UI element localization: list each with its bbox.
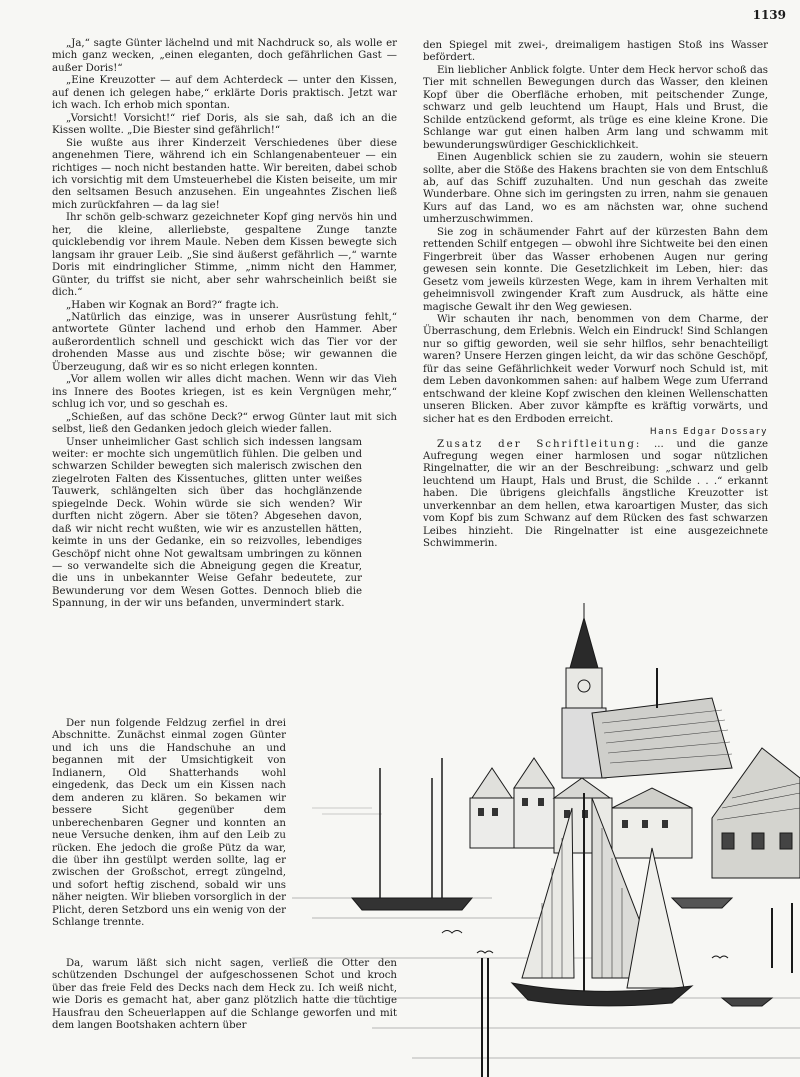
paragraph: Sie wußte aus ihrer Kinderzeit Verschiedenes über diese angenehmen Tiere, während ich ein Schlangenabenteuer — ein richtiges — noch nicht bestanden hatte. Wir bereiten, dabei schob ich vorsichtig mit dem Umsteuerhebel die Kisten beiseite, um mir den seltsamen Besuch anzusehen. Ein ungeahntes Zischen ließ mich zurückfahren — da lag sie! [52, 137, 397, 211]
paragraph: „Vor allem wollen wir alles dicht machen. Wenn wir das Vieh ins Innere des Bootes kriegen, ist es kein Vergnügen mehr,“ schlug ich vor, und so geschah es. [52, 374, 397, 411]
page-number: 1139 [752, 8, 786, 22]
editorial-note-label: Zusatz der Schriftleitung: [437, 438, 642, 450]
author-signature-line [423, 426, 768, 438]
paragraph: Einen Augenblick schien sie zu zaudern, wohin sie steuern sollte, aber die Stöße des Hakens brachten sie von dem Entschluß ab, auf das Schiff zuzuhalten. Und nun geschah das zweite Wunderbare. Ohne sich im geringsten zu irren, nahm sie genauen Kurs auf das Land, wo es am nächsten war, ohne suchend umherzuschwimmen. [423, 152, 768, 226]
left-narrow-column [52, 718, 286, 930]
schooner-left [352, 758, 472, 910]
paragraph: „Eine Kreuzotter — auf dem Achterdeck — unter den Kissen, auf denen ich gelegen habe,“ erklärte Doris praktisch. Jetzt war ich wach. Ich erhob mich spontan. [52, 75, 397, 112]
left-column [52, 38, 397, 611]
right-column [423, 40, 768, 551]
paragraph: „Vorsicht! Vorsicht!“ rief Doris, als sie sah, daß ich an die Kissen wollte. „Die Biester sind gefährlich!“ [52, 112, 397, 137]
editorial-note [423, 439, 768, 551]
paragraph: Ihr schön gelb-schwarz gezeichneter Kopf ging nervös hin und her, die kleine, allerliebste, gespaltene Zunge tanzte quicklebendig vor ihrem Maule. Neben dem Kissen bewegte sich langsam ihr grauer Leib. „Sie sind äußerst gefährlich —,“ warnte Doris mit eindringlicher Stimme, „nimm nicht den Hammer, Günter, du triffst sie nicht, aber sehr wahrscheinlich beißt sie dich.“ [52, 212, 397, 299]
paragraph-wrapping-illustration: Unser unheimlicher Gast schlich sich indessen langsam weiter: er mochte sich ungemütlich fühlen. Die gelben und schwarzen Schilder bewegten sich malerisch zwischen den ziegelroten Falten des Kissentuches, glitten unter weißes Tauwerk, schlängelten sich über das hochglänzende spiegelnde Deck. Wohin würde sie sich wenden? Wir durften nicht zögern. Aber sie töten? Abgesehen davon, daß wir nicht recht wußten, wie wir es anzustellen hätten, keimte in uns der Gedanke, ein so reizvolles, lebendiges Geschöpf nicht ohne Not gewaltsam umbringen zu können — so verwandelte sich die Abneigung gegen die Kreatur, die uns in unbekannter Weise Gefahr bedeutete, zur Bewunderung vor dem Wesen Gottes. Dennoch blieb die Spannung, in der wir uns befanden, unvermindert stark. [52, 436, 362, 610]
paragraph: Da, warum läßt sich nicht sagen, verließ die Otter den schützenden Dschungel der aufgeschossenen Schot und kroch über das freie Feld des Decks nach dem Heck zu. Ich weiß nicht, wie Doris es gemacht hat, aber ganz plötzlich hatte die tüchtige Hausfrau den Scheuerlappen auf die Schlange geworfen und mit dem langen Bootshaken achtern über [52, 958, 397, 1032]
harbor-town-illustration [292, 598, 800, 1077]
editorial-note-text: ... und die ganze Aufregung wegen einer harmlosen und sogar nützlichen Ringelnatter, die wir an der Beschreibung: „schwarz und gelb leuchtend um Haupt, Hals und Brust, die Schilde . . .“ erkannt haben. Die übrigens gleichfalls ängstliche Kreuzotter ist unverkennbar an dem hellen, etwa karoartigen Muster, das sich vom Kopf bis zum Schwanz auf dem Rücken des fast schwarzen Leibes hinzieht. Die Ringelnatter ist eine ausgezeichnete Schwimmerin. [423, 438, 768, 550]
paragraph: den Spiegel mit zwei-, dreimaligem hastigen Stoß ins Wasser befördert. [423, 40, 768, 64]
sky-hatching [312, 808, 382, 814]
author-name: Hans Edgar Dossary [649, 427, 768, 438]
paragraph: Wir schauten ihr nach, benommen von dem Charme, der Überraschung, dem Erlebnis. Welch ein Eindruck! Sind Schlangen nur so giftig geworden, weil sie sehr hilflos, sehr benachteiligt waren? Unsere Herzen gingen leicht, da wir das schöne Geschöpf, für das seine Gefährlichkeit weder Vorwurf noch Schuld ist, mit dem Leben davonkommen sahen: auf halbem Wege zum Uferrand entschwand der kleine Kopf zwischen den kleinen Wellenschatten unseren Blicken. Aber zuvor kämpfte es kräftig vorwärts, und sicher hat es den Erdboden erreicht. [423, 313, 768, 425]
paragraph: „Haben wir Kognak an Bord?“ fragte ich. [66, 299, 279, 311]
paragraph: „Ja,“ sagte Günter lächelnd und mit Nachdruck so, als wolle er mich ganz wecken, „einen eleganten, doch gefährlichen Gast — außer Doris!“ [52, 38, 397, 74]
paragraph: Ein lieblicher Anblick folgte. Unter dem Heck hervor schoß das Tier mit schnellen Bewegungen durch das Wasser, den kleinen Kopf über die Oberfläche erhoben, mit peitschender Zunge, schwarz und gelb leuchtend um Haupt, Hals und Brust, die Schilde entzückend geformt, als trüge es eine kleine Krone. Die Schlange war gut einen halben Arm lang und schwamm mit bewunderungswürdiger Geschicklichkeit. [423, 64, 768, 151]
paragraph: „Natürlich das einzige, was in unserer Ausrüstung fehlt,“ antwortete Günter lachend und erhob den Hammer. Aber außerordentlich schnell und geschickt wich das Tier vor der drohenden Masse aus und zischte böse; wir gewannen die Überzeugung, daß wir es so nicht erlegen konnten. [52, 311, 397, 373]
paragraph: Sie zog in schäumender Fahrt auf der kürzesten Bahn dem rettenden Schilf entgegen — obwohl ihre Sichtweite bei den einen Fingerbreit über das Wasser erhobenen Augen nur gering gewesen sein konnte. Die Gesetzlichkeit im Leben, hier: das Gesetz vom jeweils kürzesten Wege, kam in ihrem Verhalten mit geheimnisvoll zwingender Kraft zum Ausdruck, als hätte eine magische Gewalt ihr den Weg gewiesen. [423, 226, 768, 313]
paragraph: „Schießen, auf das schöne Deck?“ erwog Günter laut mit sich selbst, ließ den Gedanken jedoch gleich wieder fallen. [52, 411, 397, 436]
church-roof [592, 668, 732, 778]
paragraph: Der nun folgende Feldzug zerfiel in drei Abschnitte. Zunächst einmal zogen Günter und ich uns die Handschuhe an und begannen mit der Umsichtigkeit von Indianern, Old Shatterhands wohl eingedenk, das Deck um ein Kissen nach dem anderen zu klären. So bekamen wir bessere Sicht gegenüber dem unberechenbaren Gegner und konnten an neue Versuche denken, ihm auf den Leib zu rücken. Ehe jedoch die große Pütz da war, die über ihn gestülpt werden sollte, lag er zwischen der Großschot, erregt züngelnd, und sofort heftig zischend, sobald wir uns näher neigten. Wir blieben vorsorglich in der Plicht, deren Setzbord uns ein wenig von der Schlange trennte. [52, 718, 286, 929]
